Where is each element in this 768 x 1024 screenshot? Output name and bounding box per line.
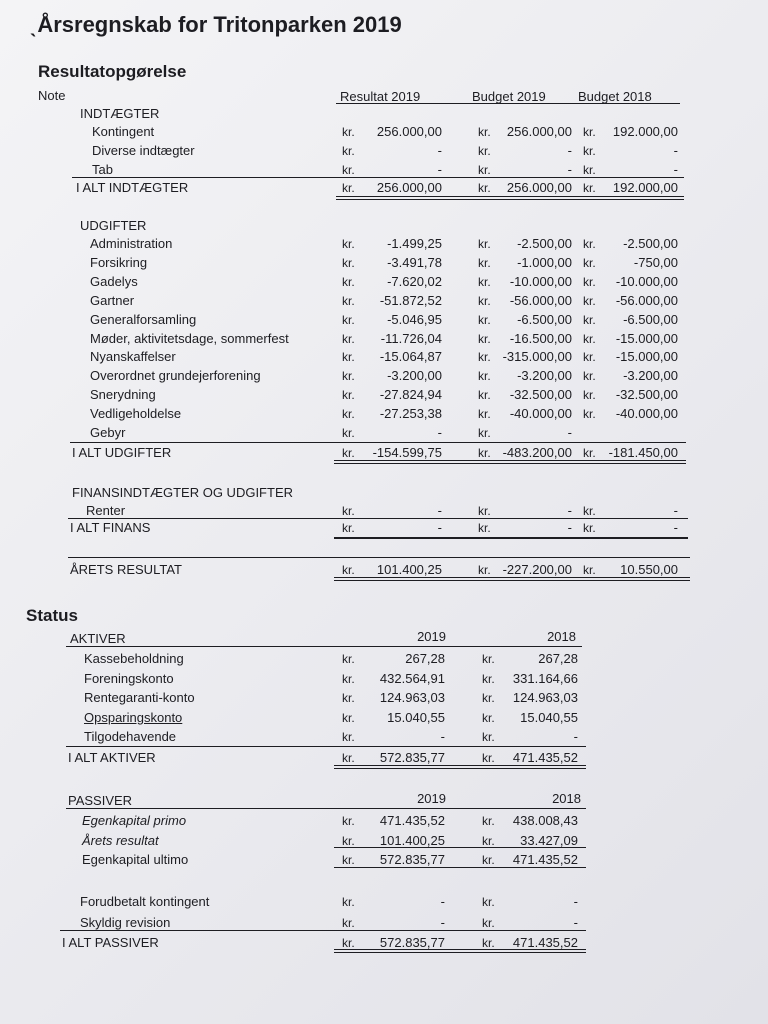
expense-row-4-label: Gartner — [90, 292, 135, 308]
income-row-3-label: Tab — [92, 162, 113, 177]
expense-row-1-value-2: -2.500,00 — [517, 236, 572, 251]
expense-row-4-currency-3: kr. — [583, 293, 596, 308]
result-currency-2: kr. — [478, 563, 491, 577]
passiver-row-1-label: Egenkapital primo — [82, 813, 187, 828]
aktiver-rule — [66, 746, 586, 747]
expense-row-1-label: Administration — [90, 236, 173, 251]
finance-total-currency-3: kr. — [583, 521, 596, 535]
expense-row-8-currency-2: kr. — [478, 369, 491, 384]
aktiver-row-3-currency-1: kr. — [342, 691, 355, 705]
expense-rule — [70, 442, 686, 443]
passiver-row-3-value-1: 572.835,77 — [379, 852, 445, 867]
passiver-row-1-currency-2: kr. — [482, 814, 495, 828]
expense-row-4-value-2: -56.000,00 — [509, 292, 572, 308]
expense-row-9-value-1: -27.824,94 — [379, 387, 442, 403]
expense-row-3-value-2: -10.000,00 — [509, 273, 572, 289]
passiver-row-3-label: Egenkapital ultimo — [82, 852, 189, 867]
income-row-3-value-1: - — [437, 162, 442, 177]
expense-row-2-label: Forsikring — [90, 254, 148, 270]
expense-row-7-value-1: -15.064,87 — [379, 349, 442, 365]
expense-row-10-currency-3: kr. — [583, 407, 596, 422]
section-heading-resultat: Resultatopgørelse — [38, 62, 187, 81]
income-row-1-currency-1: kr. — [342, 125, 355, 139]
income-row-2-currency-3: kr. — [583, 144, 596, 158]
result-label: ÅRETS RESULTAT — [70, 562, 182, 577]
column-header-budget-2019: Budget 2019 — [472, 89, 546, 104]
passiver-heading: PASSIVER — [68, 793, 133, 808]
expense-row-1-currency-2: kr. — [478, 237, 491, 251]
expense-row-9-currency-2: kr. — [478, 388, 491, 403]
expense-row-5-value-3: -6.500,00 — [623, 311, 678, 327]
expense-row-3-value-1: -7.620,02 — [387, 273, 442, 289]
aktiver-row-2-value-1: 432.564,91 — [379, 670, 445, 686]
expense-row-10-value-2: -40.000,00 — [509, 406, 572, 422]
aktiver-row-2-label: Foreningskonto — [84, 670, 174, 686]
expense-row-2-value-1: -3.491,78 — [387, 254, 442, 270]
finance-row-1-currency-2: kr. — [478, 504, 491, 518]
expense-total-value-3: -181.450,00 — [608, 445, 678, 460]
expense-row-8-value-2: -3.200,00 — [517, 368, 572, 384]
expense-row-6-label: Møder, aktivitetsdage, sommerfest — [90, 330, 289, 346]
expense-row-2-value-3: -750,00 — [633, 254, 678, 270]
expense-row-5-label: Generalforsamling — [90, 311, 197, 327]
result-double-rule — [334, 577, 690, 578]
expense-row-6-value-1: -11.726,04 — [380, 330, 442, 346]
aktiver-total-currency-2: kr. — [482, 751, 495, 765]
income-row-3-currency-3: kr. — [583, 163, 596, 177]
passiver-row-1-value-2: 438.008,43 — [512, 813, 578, 828]
passiver-row-2-value-1: 101.400,25 — [379, 833, 445, 848]
result-top-rule — [68, 557, 690, 558]
result-value-3: 10.550,00 — [620, 562, 678, 577]
expense-row-3-currency-3: kr. — [583, 274, 596, 289]
income-row-2-currency-2: kr. — [478, 144, 491, 158]
expense-row-8-value-3: -3.200,00 — [623, 368, 678, 384]
expense-row-11-value-2: - — [567, 425, 572, 440]
result-value-2: -227.200,00 — [502, 562, 572, 577]
income-row-2-value-2: - — [567, 143, 572, 158]
column-header-resultat-2019: Resultat 2019 — [340, 89, 421, 104]
income-total-value-3: 192.000,00 — [612, 180, 678, 195]
passiver-row-4-value-2: - — [573, 894, 578, 909]
passiver-subtotal-under-rule — [334, 867, 586, 868]
passiver-row-5-value-1: - — [440, 915, 445, 930]
expense-row-11-value-1: - — [437, 425, 442, 440]
expense-row-5-currency-2: kr. — [478, 312, 491, 327]
expense-row-10-value-3: -40.000,00 — [615, 406, 678, 422]
income-row-3-value-3: - — [673, 162, 678, 177]
aktiver-row-5-value-2: - — [573, 729, 578, 744]
expense-row-5-value-1: -5.046,95 — [387, 311, 442, 327]
expense-row-5-currency-3: kr. — [583, 312, 596, 327]
expense-row-9-currency-1: kr. — [342, 388, 355, 403]
finance-total-value-1: - — [437, 520, 442, 535]
passiver-total-currency-1: kr. — [342, 936, 355, 950]
expense-row-2-value-2: -1.000,00 — [517, 254, 572, 270]
income-row-2-label: Diverse indtægter — [92, 143, 195, 158]
expense-row-1-currency-3: kr. — [583, 237, 596, 251]
aktiver-row-5-currency-2: kr. — [482, 730, 495, 744]
finance-total-value-2: - — [567, 520, 572, 535]
income-row-3-currency-2: kr. — [478, 163, 491, 177]
expense-row-6-value-3: -15.000,00 — [615, 330, 678, 346]
aktiver-row-1-label: Kassebeholdning — [84, 651, 184, 666]
aktiver-row-1-currency-1: kr. — [342, 652, 355, 666]
aktiver-total-double-rule — [334, 765, 586, 766]
passiver-row-4-value-1: - — [440, 894, 445, 909]
income-total-value-1: 256.000,00 — [376, 180, 442, 195]
aktiver-total-value-1: 572.835,77 — [379, 750, 445, 765]
expense-row-7-value-3: -15.000,00 — [615, 349, 678, 365]
finance-total-rule — [334, 537, 688, 539]
expense-total-currency-2: kr. — [478, 446, 491, 460]
finance-row-1-currency-3: kr. — [583, 504, 596, 518]
result-currency-1: kr. — [342, 563, 355, 577]
aktiver-row-4-label: Opsparingskonto — [84, 709, 183, 725]
passiver-total-label: I ALT PASSIVER — [62, 935, 159, 950]
income-heading: INDTÆGTER — [80, 106, 160, 121]
aktiver-row-3-value-2: 124.963,03 — [512, 690, 578, 705]
section-heading-status: Status — [26, 606, 78, 625]
expense-total-value-1: -154.599,75 — [372, 445, 442, 460]
aktiver-row-2-currency-2: kr. — [482, 671, 495, 686]
expense-total-currency-1: kr. — [342, 446, 355, 460]
passiver-row-2-currency-2: kr. — [482, 834, 495, 848]
aktiver-row-5-value-1: - — [440, 729, 445, 744]
income-total-value-2: 256.000,00 — [506, 180, 572, 195]
finance-rule — [68, 518, 688, 519]
expense-row-10-currency-2: kr. — [478, 407, 491, 422]
passiver-rule — [60, 930, 586, 931]
aktiver-total-label: I ALT AKTIVER — [68, 750, 156, 765]
finance-row-1-currency-1: kr. — [342, 504, 355, 518]
income-total-currency-2: kr. — [478, 181, 491, 195]
passiver-total-currency-2: kr. — [482, 936, 495, 950]
expense-row-7-value-2: -315.000,00 — [502, 349, 572, 365]
passiver-total-value-2: 471.435,52 — [512, 935, 578, 950]
income-row-3-currency-1: kr. — [342, 163, 355, 177]
income-row-1-value-3: 192.000,00 — [612, 124, 678, 139]
income-total-label: I ALT INDTÆGTER — [76, 180, 189, 195]
expense-row-1-currency-1: kr. — [342, 237, 355, 251]
income-row-1-label: Kontingent — [92, 124, 155, 139]
result-value-1: 101.400,25 — [376, 562, 442, 577]
expense-row-10-value-1: -27.253,38 — [379, 406, 442, 422]
expense-row-4-currency-1: kr. — [342, 293, 355, 308]
income-row-1-currency-2: kr. — [478, 125, 491, 139]
finance-total-currency-1: kr. — [342, 521, 355, 535]
expense-row-4-value-3: -56.000,00 — [615, 292, 678, 308]
expense-row-7-currency-3: kr. — [583, 350, 596, 365]
document-title: ˎÅrsregnskab for Tritonparken 2019 — [30, 12, 402, 37]
passiver-row-5-value-2: - — [573, 915, 578, 930]
finance-row-1-value-2: - — [567, 503, 572, 518]
aktiver-row-4-currency-1: kr. — [342, 710, 355, 725]
aktiver-total-currency-1: kr. — [342, 751, 355, 765]
aktiver-total-value-2: 471.435,52 — [512, 750, 578, 765]
expense-total-value-2: -483.200,00 — [502, 445, 572, 460]
expense-row-7-currency-1: kr. — [342, 350, 355, 365]
aktiver-row-3-value-1: 124.963,03 — [379, 690, 445, 705]
aktiver-row-2-value-2: 331.164,66 — [512, 670, 578, 686]
expense-row-9-currency-3: kr. — [583, 388, 596, 403]
result-currency-3: kr. — [583, 563, 596, 577]
passiver-header-rule — [66, 808, 586, 809]
expense-row-3-currency-2: kr. — [478, 274, 491, 289]
aktiver-heading: AKTIVER — [70, 631, 126, 646]
aktiver-row-4-currency-2: kr. — [482, 710, 495, 725]
income-row-2-value-1: - — [437, 143, 442, 158]
expense-row-11-currency-1: kr. — [342, 426, 355, 440]
passiver-row-1-currency-1: kr. — [342, 814, 355, 828]
expense-row-8-label: Overordnet grundejerforening — [90, 368, 261, 384]
income-row-1-currency-3: kr. — [583, 125, 596, 139]
income-total-double-rule — [336, 196, 684, 197]
passiver-row-4-label: Forudbetalt kontingent — [80, 894, 210, 909]
expense-heading: UDGIFTER — [80, 218, 147, 233]
expense-row-11-label: Gebyr — [90, 425, 126, 440]
expense-row-5-currency-1: kr. — [342, 312, 355, 327]
income-row-3-value-2: - — [567, 162, 572, 177]
aktiver-row-1-value-1: 267,28 — [405, 651, 445, 666]
expense-row-2-currency-1: kr. — [342, 255, 355, 270]
finance-total-label: I ALT FINANS — [70, 520, 151, 535]
expense-total-currency-3: kr. — [583, 446, 596, 460]
finance-row-1-value-3: - — [673, 503, 678, 518]
expense-row-11-currency-2: kr. — [478, 426, 491, 440]
expense-row-3-value-3: -10.000,00 — [615, 273, 678, 289]
expense-row-7-currency-2: kr. — [478, 350, 491, 365]
expense-row-8-value-1: -3.200,00 — [387, 368, 442, 384]
passiver-col-2018: 2018 — [552, 791, 581, 806]
expense-row-6-currency-2: kr. — [478, 331, 491, 346]
aktiver-row-3-currency-2: kr. — [482, 691, 495, 705]
expense-row-9-value-2: -32.500,00 — [509, 387, 572, 403]
finance-total-currency-2: kr. — [478, 521, 491, 535]
passiver-row-3-value-2: 471.435,52 — [512, 852, 578, 867]
expense-row-6-currency-1: kr. — [342, 331, 355, 346]
income-total-currency-1: kr. — [342, 181, 355, 195]
expense-row-6-value-2: -16.500,00 — [509, 330, 572, 346]
income-row-1-value-2: 256.000,00 — [506, 124, 572, 139]
expense-row-8-currency-3: kr. — [583, 369, 596, 384]
passiver-row-5-label: Skyldig revision — [80, 915, 171, 930]
expense-row-5-value-2: -6.500,00 — [517, 311, 572, 327]
passiver-row-2-value-2: 33.427,09 — [520, 833, 578, 848]
expense-row-1-value-3: -2.500,00 — [623, 236, 678, 251]
aktiver-col-2018: 2018 — [547, 629, 576, 644]
passiver-row-4-currency-2: kr. — [482, 895, 495, 909]
income-total-currency-3: kr. — [583, 181, 596, 195]
note-column-label: Note — [38, 88, 66, 103]
passiver-row-2-currency-1: kr. — [342, 834, 355, 848]
passiver-row-3-currency-1: kr. — [342, 853, 355, 867]
passiver-row-3-currency-2: kr. — [482, 853, 495, 867]
expense-row-4-value-1: -51.872,52 — [379, 292, 442, 308]
expense-row-7-label: Nyanskaffelser — [90, 349, 176, 365]
expense-row-2-currency-3: kr. — [583, 255, 596, 270]
column-header-budget-2018: Budget 2018 — [578, 89, 652, 104]
expense-row-2-currency-2: kr. — [478, 255, 491, 270]
finance-row-1-value-1: - — [437, 503, 442, 518]
passiver-row-4-currency-1: kr. — [342, 895, 355, 909]
expense-row-6-currency-3: kr. — [583, 331, 596, 346]
passiver-row-1-value-1: 471.435,52 — [379, 813, 445, 828]
aktiver-row-3-label: Rentegaranti-konto — [84, 690, 195, 705]
aktiver-row-5-currency-1: kr. — [342, 730, 355, 744]
passiver-total-value-1: 572.835,77 — [379, 935, 445, 950]
income-row-2-value-3: - — [673, 143, 678, 158]
header-underline — [336, 103, 680, 104]
expense-total-double-rule — [334, 460, 686, 461]
finance-total-value-3: - — [673, 520, 678, 535]
aktiver-row-4-value-1: 15.040,55 — [387, 709, 445, 725]
expense-row-4-currency-2: kr. — [478, 293, 491, 308]
aktiver-row-1-value-2: 267,28 — [538, 651, 578, 666]
expense-row-10-label: Vedligeholdelse — [90, 406, 182, 422]
expense-row-3-currency-1: kr. — [342, 274, 355, 289]
passiver-col-2019: 2019 — [417, 791, 446, 806]
finance-row-1-label: Renter — [86, 503, 126, 518]
aktiver-col-2019: 2019 — [417, 629, 446, 644]
expense-total-label: I ALT UDGIFTER — [72, 445, 172, 460]
aktiver-row-4-value-2: 15.040,55 — [520, 709, 578, 725]
aktiver-row-5-label: Tilgodehavende — [84, 729, 177, 744]
passiver-row-5-currency-1: kr. — [342, 916, 355, 930]
passiver-row-5-currency-2: kr. — [482, 916, 495, 930]
finance-heading: FINANSINDTÆGTER OG UDGIFTER — [72, 485, 293, 500]
income-row-1-value-1: 256.000,00 — [376, 124, 442, 139]
expense-row-9-value-3: -32.500,00 — [615, 387, 678, 403]
aktiver-row-1-currency-2: kr. — [482, 652, 495, 666]
aktiver-header-rule — [66, 646, 582, 647]
income-rule — [72, 177, 684, 178]
aktiver-row-2-currency-1: kr. — [342, 671, 355, 686]
expense-row-8-currency-1: kr. — [342, 369, 355, 384]
expense-row-3-label: Gadelys — [90, 273, 138, 289]
expense-row-1-value-1: -1.499,25 — [387, 236, 442, 251]
expense-row-9-label: Snerydning — [90, 387, 156, 403]
expense-row-10-currency-1: kr. — [342, 407, 355, 422]
income-row-2-currency-1: kr. — [342, 144, 355, 158]
passiver-row-2-label: Årets resultat — [82, 833, 159, 848]
